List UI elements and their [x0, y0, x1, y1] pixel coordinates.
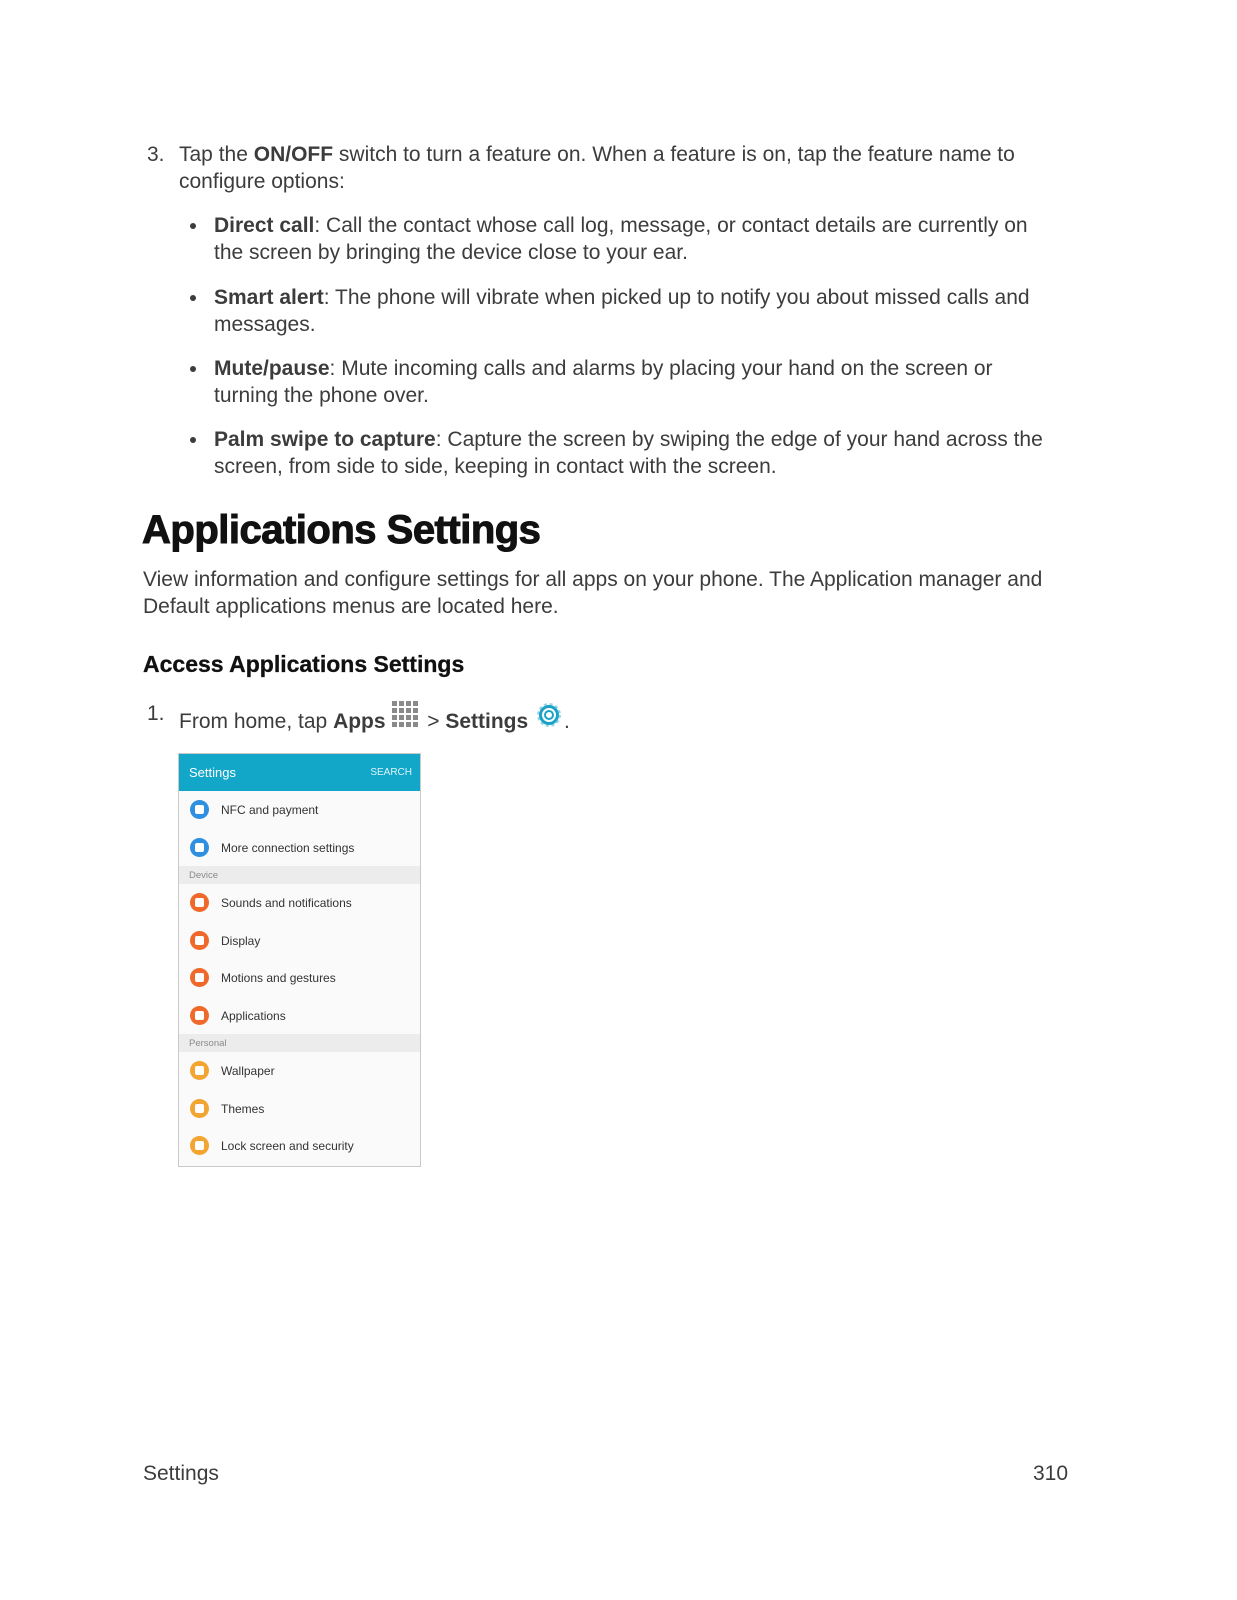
- footer-page-number: 310: [1033, 1462, 1069, 1485]
- bullet-text: [214, 355, 1060, 409]
- apps-term: Apps: [333, 710, 386, 733]
- settings-item-nfc[interactable]: [179, 791, 420, 829]
- bullet-term: Smart alert: [214, 286, 324, 309]
- settings-item-label: More connection settings: [221, 840, 355, 855]
- intro-paragraph: View information and configure settings for all apps on your phone. The Application manager and Default applications menus are located here.: [143, 568, 1043, 618]
- settings-item-label: Lock screen and security: [221, 1139, 354, 1153]
- bullet-term: Direct call: [214, 214, 315, 237]
- settings-item-more-connection[interactable]: [179, 829, 420, 867]
- settings-item-wallpaper[interactable]: [179, 1052, 420, 1090]
- bullet-description: : Capture the screen by swiping the edge of your hand across the screen, from side to side, keeping in contact with the screen.: [214, 428, 1043, 478]
- settings-item-label: Display: [221, 933, 261, 948]
- speaker-icon: [190, 893, 209, 912]
- settings-item-themes[interactable]: [179, 1090, 420, 1128]
- section-header-personal: [179, 1034, 420, 1052]
- settings-term: Settings: [445, 710, 529, 733]
- settings-item-label: Wallpaper: [221, 1064, 275, 1078]
- step-number: 1.: [147, 702, 165, 725]
- bullet-description: : The phone will vibrate when picked up to notify you about missed calls and messages.: [214, 286, 1030, 336]
- settings-item-motions[interactable]: [179, 959, 420, 997]
- step-text-pre: Tap the: [179, 143, 254, 166]
- section-label: Personal: [189, 1038, 227, 1049]
- settings-item-label: Sounds and notifications: [221, 896, 352, 910]
- bullet-description: : Call the contact whose call log, message, or contact details are currently on the screen by bringing the device close to your ear.: [214, 214, 1028, 264]
- bullet-text: [214, 426, 1060, 480]
- nfc-icon: [190, 800, 209, 819]
- step-number: 3.: [147, 143, 165, 166]
- wallpaper-icon: [190, 1061, 209, 1080]
- gear-icon: [534, 700, 564, 730]
- settings-item-label: NFC and payment: [221, 803, 319, 817]
- section-heading: Applications Settings: [142, 508, 541, 552]
- step-text-pre: From home, tap: [179, 710, 334, 733]
- lock-icon: [190, 1136, 209, 1155]
- bullet-term: Palm swipe to capture: [214, 428, 436, 451]
- themes-icon: [190, 1099, 209, 1118]
- app-bar: [179, 754, 420, 791]
- settings-screenshot: [178, 753, 421, 1167]
- apps-grid-icon: [391, 700, 421, 730]
- bullet-description: : Mute incoming calls and alarms by placing your hand on the screen or turning the phone over.: [214, 357, 993, 407]
- step-text: [179, 141, 1059, 195]
- step-text-post: switch to turn a feature on. When a feature is on, tap the feature name to configure options:: [179, 143, 1015, 193]
- bullet-term: Mute/pause: [214, 357, 330, 380]
- footer-section-name: Settings: [143, 1462, 219, 1485]
- step-1: [147, 698, 747, 732]
- settings-item-lock-screen[interactable]: [179, 1127, 420, 1165]
- applications-icon: [190, 1006, 209, 1025]
- antenna-icon: [190, 838, 209, 857]
- step-separator: >: [421, 710, 446, 733]
- bullet-text: [214, 212, 1060, 266]
- bullet-dot: [190, 366, 196, 372]
- section-header-device: [179, 866, 420, 884]
- search-button[interactable]: SEARCH: [370, 767, 412, 778]
- motion-icon: [190, 968, 209, 987]
- step-text: [179, 700, 570, 735]
- app-bar-title: Settings: [189, 765, 236, 780]
- section-label: Device: [189, 870, 219, 881]
- settings-item-label: Applications: [221, 1008, 286, 1023]
- settings-item-display[interactable]: [179, 922, 420, 960]
- display-icon: [190, 931, 209, 950]
- step-end: .: [564, 710, 570, 733]
- settings-item-sounds[interactable]: [179, 884, 420, 922]
- on-off-term: ON/OFF: [253, 143, 334, 166]
- bullet-dot: [190, 295, 196, 301]
- bullet-dot: [190, 437, 196, 443]
- settings-item-applications[interactable]: [179, 997, 420, 1035]
- bullet-text: [214, 284, 1060, 338]
- subsection-heading: Access Applications Settings: [143, 651, 465, 677]
- settings-item-label: Themes: [221, 1101, 265, 1116]
- settings-item-label: Motions and gestures: [221, 971, 336, 985]
- bullet-dot: [190, 223, 196, 229]
